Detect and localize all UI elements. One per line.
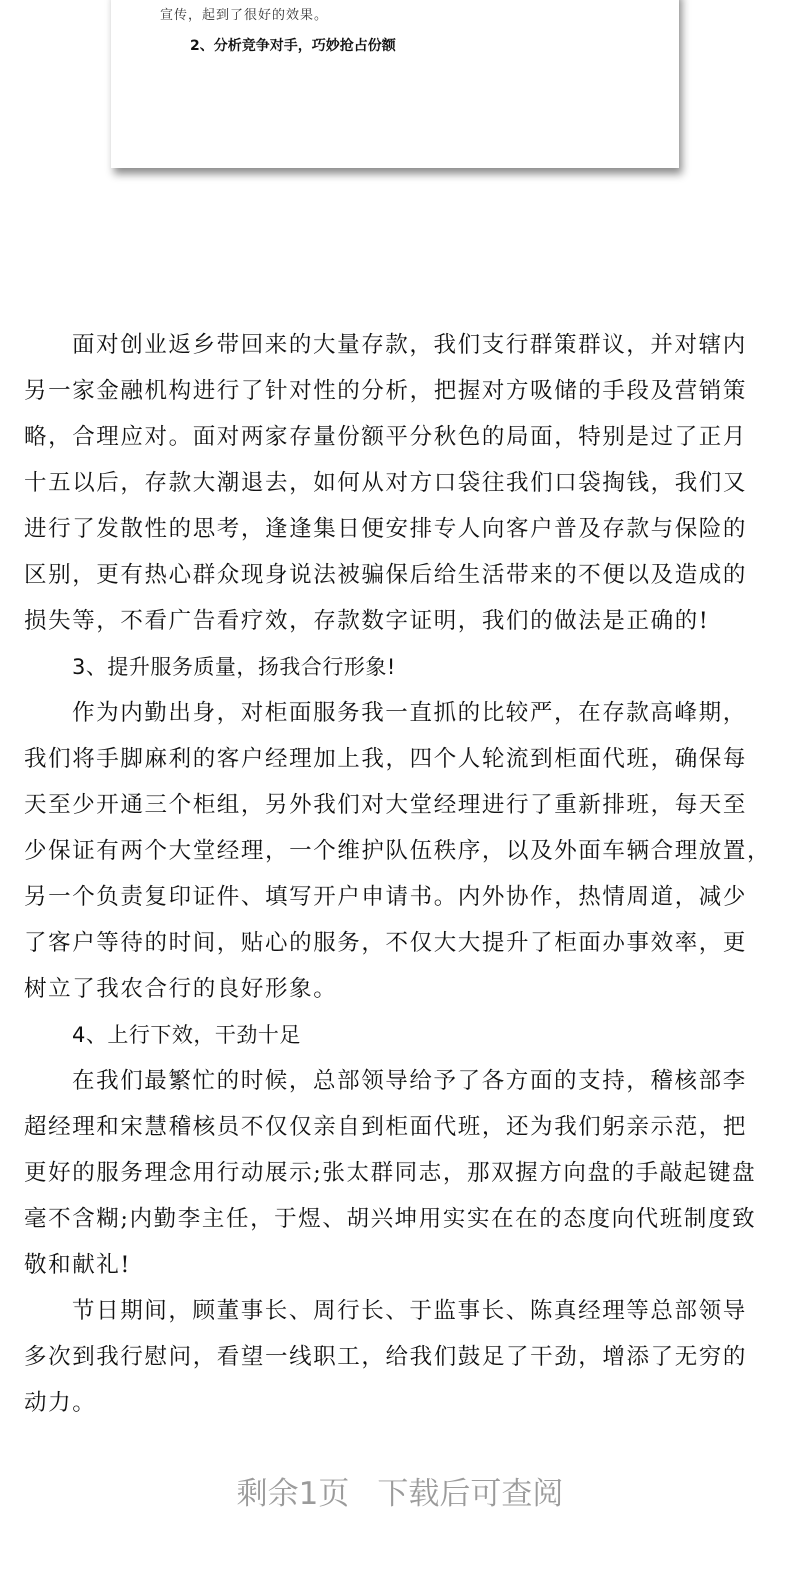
text-line: 损失等，不看广告看疗效，存款数字证明，我们的做法是正确的! bbox=[24, 608, 710, 634]
text-line: 动力。 bbox=[24, 1390, 97, 1416]
text-line: 作为内勤出身，对柜面服务我一直抓的比较严，在存款高峰期， bbox=[72, 700, 747, 726]
text-line: 超经理和宋慧稽核员不仅仅亲自到柜面代班，还为我们躬亲示范，把 bbox=[24, 1114, 748, 1140]
text-line: 面对创业返乡带回来的大量存款，我们支行群策群议，并对辖内 bbox=[72, 332, 747, 358]
section-heading: 3、提升服务质量，扬我合行形象! bbox=[72, 655, 396, 679]
remaining-pages-label: 剩余1页 bbox=[236, 1476, 350, 1512]
section-heading: 4、上行下效，干劲十足 bbox=[72, 1023, 301, 1047]
text-line: 少保证有两个大堂经理，一个维护队伍秩序，以及外面车辆合理放置， bbox=[24, 838, 772, 864]
text-line: 树立了我农合行的良好形象。 bbox=[24, 976, 338, 1002]
text-line: 区别，更有热心群众现身说法被骗保后给生活带来的不便以及造成的 bbox=[24, 562, 748, 588]
text-line: 另一个负责复印证件、填写开户申请书。内外协作，热情周道，减少 bbox=[24, 884, 748, 910]
preview-page-card bbox=[111, 0, 679, 168]
download-prompt[interactable] bbox=[0, 1468, 800, 1513]
text-line: 在我们最繁忙的时候，总部领导给予了各方面的支持，稽核部李 bbox=[72, 1068, 747, 1094]
text-line: 了客户等待的时间，贴心的服务，不仅大大提升了柜面办事效率，更 bbox=[24, 930, 748, 956]
preview-heading: 2、分析竞争对手，巧妙抢占份额 bbox=[190, 38, 396, 54]
text-line: 另一家金融机构进行了针对性的分析，把握对方吸储的手段及营销策 bbox=[24, 378, 748, 404]
text-line: 敬和献礼! bbox=[24, 1252, 132, 1278]
download-to-view-label[interactable]: 下载后可查阅 bbox=[377, 1476, 564, 1512]
text-line: 天至少开通三个柜组，另外我们对大堂经理进行了重新排班，每天至 bbox=[24, 792, 748, 818]
text-line: 多次到我行慰问，看望一线职工，给我们鼓足了干劲，增添了无穷的 bbox=[24, 1344, 748, 1370]
text-line: 更好的服务理念用行动展示;张太群同志，那双握方向盘的手敲起键盘 bbox=[24, 1160, 757, 1186]
text-line: 节日期间，顾董事长、周行长、于监事长、陈真经理等总部领导 bbox=[72, 1298, 747, 1324]
text-line: 略，合理应对。面对两家存量份额平分秋色的局面，特别是过了正月 bbox=[24, 424, 748, 450]
text-line: 十五以后，存款大潮退去，如何从对方口袋往我们口袋掏钱，我们又 bbox=[24, 470, 748, 496]
preview-text: 宣传，起到了很好的效果。 bbox=[160, 8, 329, 23]
text-line: 进行了发散性的思考，逢逢集日便安排专人向客户普及存款与保险的 bbox=[24, 516, 748, 542]
text-line: 我们将手脚麻利的客户经理加上我，四个人轮流到柜面代班，确保每 bbox=[24, 746, 748, 772]
text-line: 毫不含糊;内勤李主任，于煜、胡兴坤用实实在在的态度向代班制度致 bbox=[24, 1206, 757, 1232]
